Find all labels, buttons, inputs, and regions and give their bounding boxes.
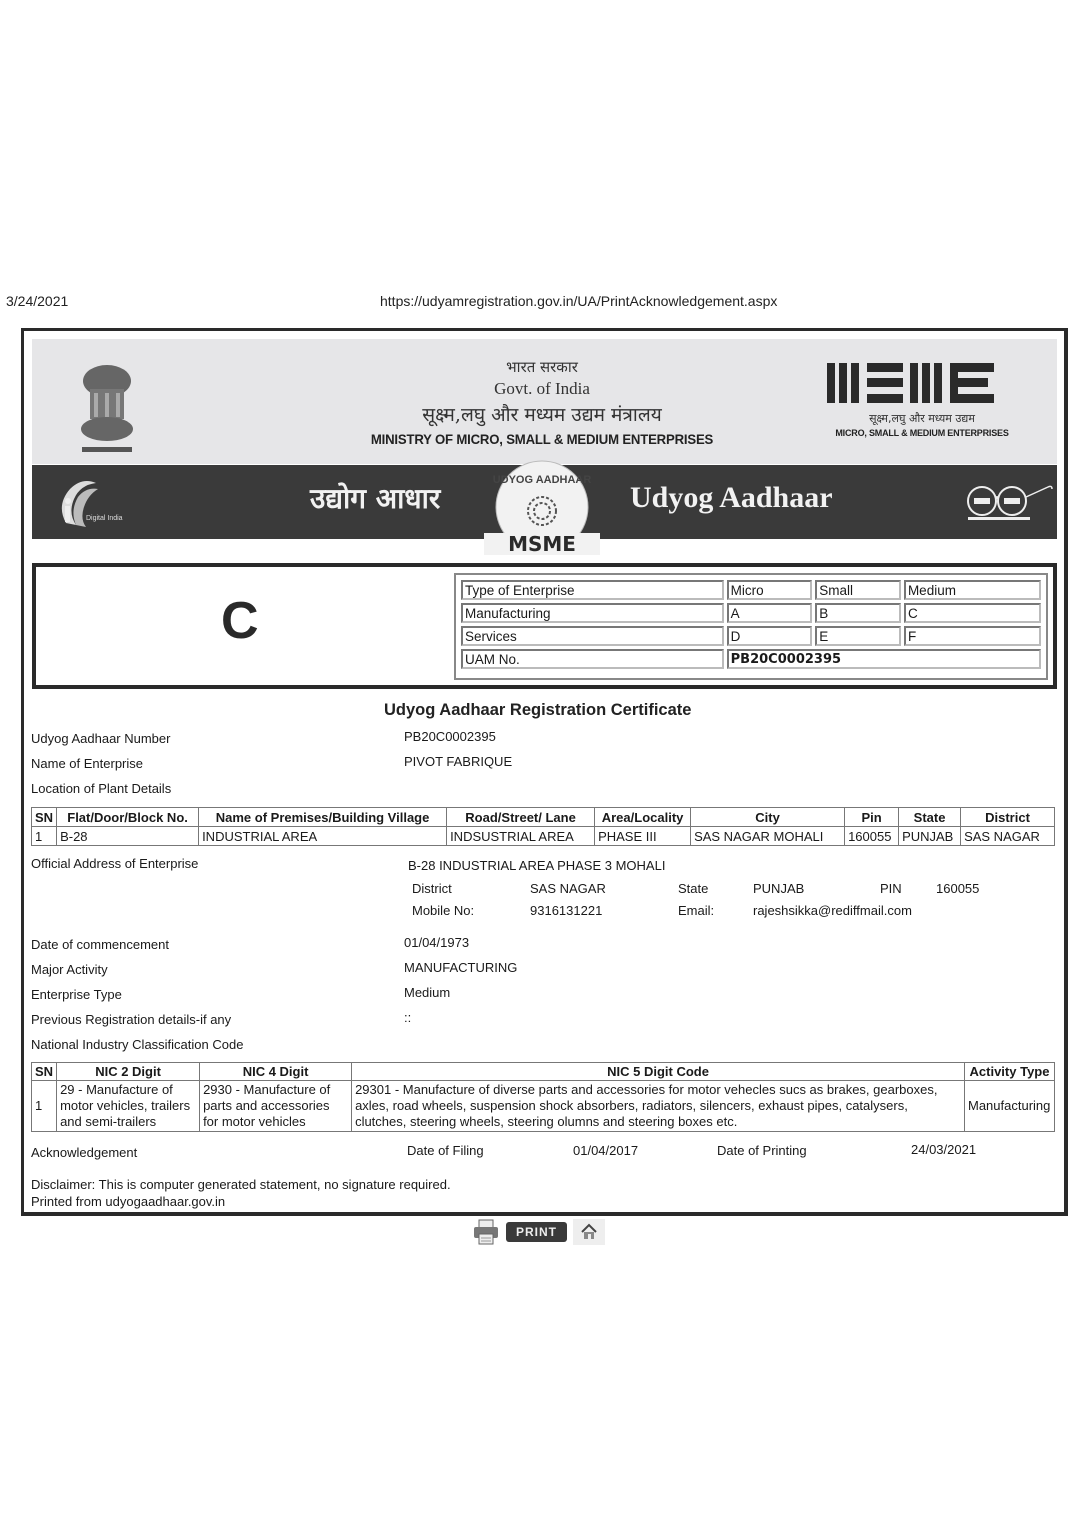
enterprise-type-value: Medium [404,985,451,1000]
print-toolbar [472,1218,605,1246]
digital-india-logo-icon [46,475,156,531]
type-cell: D [727,626,813,646]
district-label: District [412,881,452,896]
enterprise-name-label: Name of Enterprise [31,756,143,771]
disclaimer [31,1176,451,1210]
enterprise-type-label: Enterprise Type [31,987,122,1002]
enterprise-name-value: PIVOT FABRIQUE [404,754,513,769]
state-value: PUNJAB [753,881,805,896]
commencement-label: Date of commencement [31,937,170,952]
home-icon [580,1223,598,1241]
ministry-title: MINISTRY OF MICRO, SMALL & MEDIUM ENTERPRISES [370,431,714,447]
nic-table [31,1062,1055,1132]
plant-header-cell: City [691,808,845,827]
mobile-value: 9316131221 [530,903,603,918]
pin-label: PIN [880,881,902,896]
pin-value: 160055 [936,881,980,896]
nic-label: National Industry Classification Code [31,1037,244,1052]
acknowledgement-label: Acknowledgement [31,1145,138,1160]
plant-header-cell: District [961,808,1055,827]
home-button[interactable] [573,1219,605,1245]
digital-india-caption: Digital India [86,515,123,522]
official-address-block [408,858,979,925]
previous-registration-value: :: [404,1010,412,1025]
govt-header [32,339,1057,464]
plant-cell: B-28 [57,827,199,846]
type-header-cell: Medium [904,580,1041,600]
banner-english-title: Udyog Aadhaar [630,481,833,514]
nic-cell: 2930 - Manufacture of parts and accessories for motor vehicles [200,1081,352,1132]
filing-date-label: Date of Filing [407,1143,484,1158]
udyog-aadhaar-msme-seal-icon [480,459,604,555]
nic-header-cell: NIC 4 Digit [200,1063,352,1081]
print-date: 3/24/2021 [6,293,69,309]
plant-header-cell: SN [32,808,57,827]
ministry-hindi-title: सूक्ष्म,लघु और मध्यम उद्यम मंत्रालय [422,404,662,426]
plant-location-table [31,807,1055,846]
filing-date-value: 01/04/2017 [573,1143,639,1158]
plant-cell: SAS NAGAR MOHALI [691,827,845,846]
nic-header-cell: NIC 2 Digit [57,1063,200,1081]
email-label: Email: [678,903,715,918]
certificate-frame [21,328,1068,1216]
printed-from-text: Printed from udyogaadhaar.gov.in [31,1194,226,1209]
nic-cell: 29301 - Manufacture of diverse parts and accessories for motor vehecles sucs as brakes, gearboxes, axles, road wheels, suspension shock absorbers, radiators, silencers, exhaust pipes, catalysers, clutches, steering wheels, steering olumns and steering boxes etc. [352,1081,965,1132]
govt-hindi-title: भारत सरकार [506,358,578,376]
aadhaar-number-value: PB20C0002395 [404,729,496,744]
plant-header-cell: Flat/Door/Block No. [57,808,199,827]
msme-logo [822,359,1022,438]
nic-header-cell: Activity Type [965,1063,1055,1081]
svg-text:MSME: MSME [508,532,576,555]
plant-cell: INDSUSTRIAL AREA [447,827,595,846]
table-row [32,1081,1055,1132]
plant-location-label: Location of Plant Details [31,781,172,796]
type-cell: A [727,603,813,623]
plant-cell: PUNJAB [899,827,961,846]
nic-table-header-row [32,1063,1055,1081]
type-header-cell: Micro [727,580,813,600]
plant-cell: INDUSTRIAL AREA [199,827,447,846]
district-value: SAS NAGAR [530,881,606,896]
type-header-cell: Small [815,580,901,600]
plant-header-cell: Pin [845,808,899,827]
national-emblem-icon [72,359,142,459]
type-cell: Services [461,626,724,646]
uam-value: PB20C0002395 [727,649,1041,669]
print-url: https://udyamregistration.gov.in/UA/PrintAcknowledgement.aspx [380,293,778,309]
state-label: State [678,881,709,896]
nic-cell: 29 - Manufacture of motor vehicles, trailers and semi-trailers [57,1081,200,1132]
aadhaar-number-label: Udyog Aadhaar Number [31,731,171,746]
uam-row [461,649,1041,669]
official-address-line: B-28 INDUSTRIAL AREA PHASE 3 MOHALI [408,858,666,873]
printing-date-label: Date of Printing [717,1143,807,1158]
previous-registration-label: Previous Registration details-if any [31,1012,232,1027]
msme-logo-icon [822,359,1002,407]
plant-cell: 160055 [845,827,899,846]
print-button[interactable]: PRINT [506,1222,567,1242]
commencement-value: 01/04/1973 [404,935,470,950]
type-table-row [461,603,1041,623]
uam-label: UAM No. [461,649,724,669]
msme-logo-hindi: सूक्ष्म,लघु और मध्यम उद्यम [869,412,975,425]
type-cell: C [904,603,1041,623]
type-cell: B [815,603,901,623]
type-header-cell: Type of Enterprise [461,580,724,600]
certificate-title: Udyog Aadhaar Registration Certificate [384,701,692,719]
major-activity-value: MANUFACTURING [404,960,518,975]
swachh-bharat-spectacles-icon [960,479,1055,525]
type-cell: F [904,626,1041,646]
classification-letter: C [221,592,259,650]
type-table-header-row [461,580,1041,600]
plant-cell: 1 [32,827,57,846]
nic-cell: 1 [32,1081,57,1132]
disclaimer-text: Disclaimer: This is computer generated statement, no signature required. [31,1177,451,1192]
banner-hindi-title: उद्योग आधार [310,482,441,515]
nic-cell: Manufacturing [965,1081,1055,1132]
printing-date-value: 24/03/2021 [911,1142,977,1157]
table-row [32,827,1055,846]
printer-icon[interactable] [472,1218,500,1246]
mobile-label: Mobile No: [412,903,475,918]
enterprise-type-table [454,573,1048,680]
msme-logo-english: MICRO, SMALL & MEDIUM ENTERPRISES [835,428,1009,438]
plant-cell: PHASE III [595,827,691,846]
plant-header-cell: State [899,808,961,827]
plant-header-cell: Name of Premises/Building Village [199,808,447,827]
email-value: rajeshsikka@rediffmail.com [753,903,912,918]
type-cell: Manufacturing [461,603,724,623]
plant-table-header-row [32,808,1055,827]
type-cell: E [815,626,901,646]
type-table-row [461,626,1041,646]
plant-header-cell: Area/Locality [595,808,691,827]
svg-text:UDYOG AADHAAR: UDYOG AADHAAR [492,474,592,486]
nic-header-cell: NIC 5 Digit Code [352,1063,965,1081]
govt-english-title: Govt. of India [494,379,590,398]
plant-cell: SAS NAGAR [961,827,1055,846]
nic-header-cell: SN [32,1063,57,1081]
major-activity-label: Major Activity [31,962,108,977]
official-address-label: Official Address of Enterprise [31,856,199,871]
plant-header-cell: Road/Street/ Lane [447,808,595,827]
enterprise-classification-box [32,563,1057,689]
